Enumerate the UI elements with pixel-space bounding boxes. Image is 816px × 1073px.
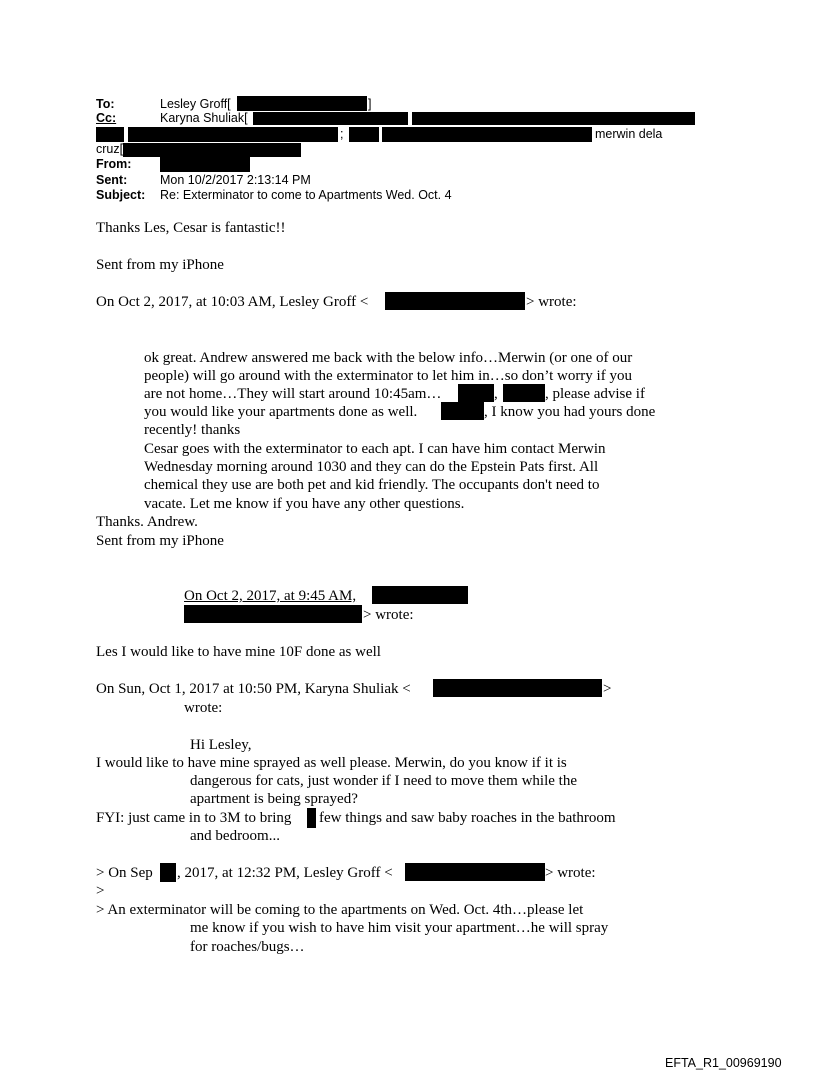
quote-header: On Oct 2, 2017, at 9:45 AM, xyxy=(184,588,357,604)
body-line: recently! thanks xyxy=(144,422,241,438)
body-line: Wednesday morning around 1030 and they can do the Epstein Pats first. All xyxy=(144,459,599,475)
cc-cruz: cruz[ xyxy=(96,142,124,156)
redaction-block xyxy=(458,384,494,402)
body-line: ok great. Andrew answered me back with the below info…Merwin (or one of our xyxy=(144,350,633,366)
redaction-block xyxy=(160,157,250,172)
body-line: > xyxy=(96,883,105,899)
redaction-block xyxy=(128,127,338,142)
body-line: are not home…They will start around 10:45am… xyxy=(144,386,442,402)
redaction-block xyxy=(349,127,379,142)
body-line: Hi Lesley, xyxy=(190,737,252,753)
redaction-block xyxy=(503,384,545,402)
redaction-block xyxy=(123,143,301,157)
redaction-block xyxy=(433,679,602,697)
body-line: apartment is being sprayed? xyxy=(190,791,358,807)
to-bracket: ] xyxy=(368,97,372,111)
quote-header-end: > wrote: xyxy=(526,294,577,310)
quote-header-end: > xyxy=(603,681,612,697)
body-line: and bedroom... xyxy=(190,828,280,844)
to-label: To: xyxy=(96,97,115,111)
body-line: vacate. Let me know if you have any other questions. xyxy=(144,496,465,512)
cc-merwin: merwin dela xyxy=(595,127,663,141)
cc-value: Karyna Shuliak[ xyxy=(160,111,248,125)
body-line: Thanks Les, Cesar is fantastic!! xyxy=(96,220,286,236)
quote-header: > On Sep xyxy=(96,865,153,881)
redaction-block xyxy=(253,112,408,125)
quote-header-end: wrote: xyxy=(184,700,223,716)
redaction-block xyxy=(385,292,525,310)
from-label: From: xyxy=(96,157,132,171)
signature-line: Sent from my iPhone xyxy=(96,533,224,549)
redaction-block xyxy=(96,127,124,142)
to-value: Lesley Groff[ xyxy=(160,97,231,111)
subject-value: Re: Exterminator to come to Apartments Wed. Oct. 4 xyxy=(160,188,452,202)
body-line: > An exterminator will be coming to the apartments on Wed. Oct. 4th…please let xyxy=(96,902,584,918)
body-line: , please advise if xyxy=(545,386,645,402)
quote-header: On Sun, Oct 1, 2017 at 10:50 PM, Karyna Shuliak < xyxy=(96,681,411,697)
redaction-block xyxy=(160,863,176,882)
sent-value: Mon 10/2/2017 2:13:14 PM xyxy=(160,173,311,187)
subject-label: Subject: xyxy=(96,188,146,202)
body-line: , xyxy=(494,386,498,402)
signature-line: Sent from my iPhone xyxy=(96,257,224,273)
redaction-block xyxy=(441,402,484,420)
quote-header-end: > wrote: xyxy=(545,865,596,881)
quote-header: , 2017, at 12:32 PM, Lesley Groff < xyxy=(177,865,393,881)
body-line: chemical they use are both pet and kid friendly. The occupants don't need to xyxy=(144,477,600,493)
body-line: for roaches/bugs… xyxy=(190,939,305,955)
body-line: FYI: just came in to 3M to bring xyxy=(96,810,292,826)
sent-label: Sent: xyxy=(96,173,128,187)
quote-header: On Oct 2, 2017, at 10:03 AM, Lesley Groff < xyxy=(96,294,369,310)
document-id: EFTA_R1_00969190 xyxy=(665,1056,782,1070)
body-line: Les I would like to have mine 10F done as well xyxy=(96,644,381,660)
redaction-block xyxy=(405,863,545,881)
body-line: few things and saw baby roaches in the bathroom xyxy=(319,810,616,826)
redaction-block xyxy=(372,586,468,604)
redaction-block xyxy=(412,112,695,125)
cc-separator: ; xyxy=(340,127,344,141)
body-line: , I know you had yours done xyxy=(484,404,656,420)
body-line: Cesar goes with the exterminator to each apt. I can have him contact Merwin xyxy=(144,441,606,457)
quote-header-end: > wrote: xyxy=(363,607,414,623)
body-line: I would like to have mine sprayed as well please. Merwin, do you know if it is xyxy=(96,755,567,771)
redaction-block xyxy=(237,96,367,111)
body-line: people) will go around with the exterminator to let him in…so don’t worry if you xyxy=(144,368,632,384)
redaction-block xyxy=(382,127,592,142)
redaction-block xyxy=(184,605,362,623)
body-line: dangerous for cats, just wonder if I need to move them while the xyxy=(190,773,577,789)
body-line: Thanks. Andrew. xyxy=(96,514,198,530)
cc-label: Cc: xyxy=(96,111,117,125)
body-line: me know if you wish to have him visit your apartment…he will spray xyxy=(190,920,609,936)
redaction-block xyxy=(307,808,316,828)
body-line: you would like your apartments done as well. xyxy=(144,404,418,420)
